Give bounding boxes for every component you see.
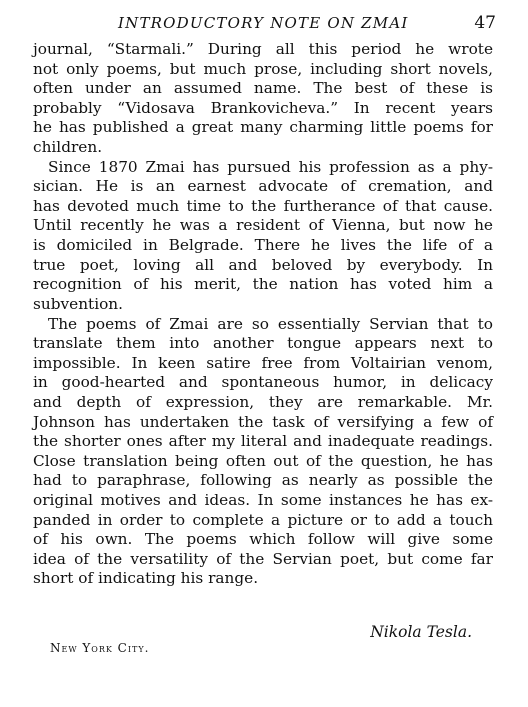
text-line: translate them into another tongue appears next to — [33, 334, 493, 353]
text-line: true poet, loving all and beloved by everybody. In — [33, 255, 493, 274]
running-head — [118, 14, 496, 36]
author-signature: Nikola Tesla. — [370, 623, 472, 641]
paragraph — [33, 315, 493, 590]
text-line: has devoted much time to the furtherance of that cause. — [33, 196, 493, 215]
text-line: the shorter ones after my literal and inadequate readings. — [33, 432, 493, 451]
text-line: in good-hearted and spontaneous humor, in delicacy — [33, 373, 493, 392]
text-line: he has published a great many charming little poems for — [33, 118, 493, 137]
text-line: idea of the versatility of the Servian poet, but come far — [33, 549, 493, 568]
text-line: of his own. The poems which follow will give some — [33, 530, 493, 549]
text-line: probably “Vidosava Brankovicheva.” In recent years — [33, 98, 493, 117]
text-line: had to paraphrase, following as nearly as possible the — [33, 471, 493, 490]
text-line: impossible. In keen satire free from Voltairian venom, — [33, 353, 493, 372]
page-number: 47 — [474, 13, 496, 33]
paragraph — [33, 158, 493, 315]
running-title: INTRODUCTORY NOTE ON ZMAI — [118, 14, 409, 32]
text-line: Until recently he was a resident of Vienna, but now he — [33, 216, 493, 235]
text-line: panded in order to complete a picture or to add a touch — [33, 510, 493, 529]
text-line: Since 1870 Zmai has pursued his profession as a phy- — [48, 157, 493, 176]
place-line: New York City. — [50, 641, 150, 655]
text-line: is domiciled in Belgrade. There he lives the life of a — [33, 236, 493, 255]
text-line: Close translation being often out of the question, he has — [33, 451, 493, 470]
text-line: journal, “Starmali.” During all this period he wrote — [33, 40, 493, 58]
text-line: The poems of Zmai are so essentially Servian that to — [48, 314, 493, 333]
text-line: children. — [33, 138, 103, 157]
text-line: short of indicating his range. — [33, 569, 259, 588]
text-line: often under an assumed name. The best of these is — [33, 79, 493, 98]
text-line: and depth of expression, they are remarkable. Mr. — [33, 392, 493, 411]
body-text — [33, 40, 493, 589]
text-line: not only poems, but much prose, including short novels, — [33, 59, 493, 78]
text-line: recognition of his merit, the nation has voted him a — [33, 275, 493, 294]
text-line: original motives and ideas. In some instances he has ex- — [33, 491, 493, 510]
paragraph — [33, 40, 493, 158]
text-line: subvention. — [33, 294, 124, 313]
text-line: Johnson has undertaken the task of versifying a few of — [33, 412, 493, 431]
text-line: sician. He is an earnest advocate of cremation, and — [33, 177, 493, 196]
